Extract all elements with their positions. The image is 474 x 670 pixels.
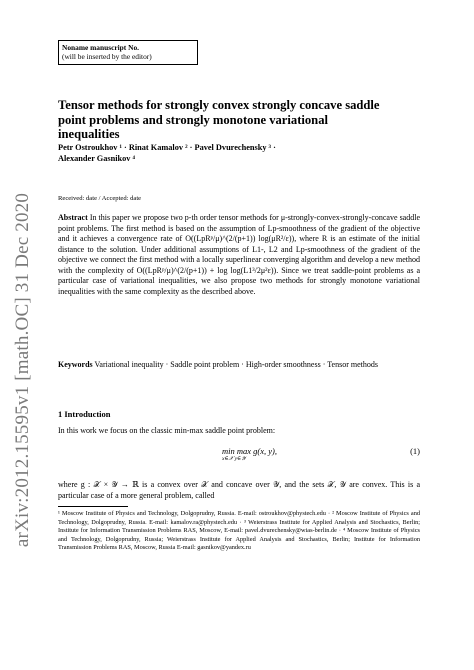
keywords-label: Keywords <box>58 360 93 369</box>
keywords-text: Variational inequality · Saddle point problem · High-order smoothness · Tensor methods <box>94 360 378 369</box>
received-date: Received: date / Accepted: date <box>58 195 142 202</box>
equation-number: (1) <box>410 446 420 456</box>
author-list: Petr Ostroukhov ¹ · Rinat Kamalov ² · Pavel Dvurechensky ³ · Alexander Gasnikov ⁴ <box>58 143 276 163</box>
equation-body: min max g(x, y), <box>222 446 277 456</box>
paper-title: Tensor methods for strongly convex strongly concave saddle point problems and strongly monotone variational inequalities <box>58 98 380 141</box>
manuscript-note: (will be inserted by the editor) <box>62 52 152 61</box>
arxiv-identifier-text: arXiv:2012.15595v1 [math.OC] 31 Dec 2020 <box>12 192 34 548</box>
equation-subscript: x∈𝒳 y∈𝒴 <box>222 456 246 462</box>
keywords <box>58 360 420 371</box>
body-paragraph: where g : 𝒳 × 𝒴 → ℝ is a convex over 𝒳 and concave over 𝒴, and the sets 𝒳, 𝒴 are convex. This is a particular case of a more general problem, called <box>58 480 420 500</box>
footnotes: ¹ Moscow Institute of Physics and Technology, Dolgoprudny, Russia. E-mail: ostroukhov@phystech.edu · ² Moscow Institute of Physics and Technology, Dolgoprudny, Russia. E-mail: kamalov.ra@phystech.edu · ³ Weierstrass Institute for Applied Analysis and Stochastics, Berlin; Institute for Information Transmission Problems RAS, Moscow, E-mail: pavel.dvurechensky@wias-berlin.de · ⁴ Moscow Institute of Physics and Technology, Dolgoprudny, Russia; Weierstrass Institute for Applied Analysis and Stochastics, Berlin; Institute for Information Transmission Problems RAS, Moscow, Russia E-mail: gasnikov@yandex.ru <box>58 510 420 552</box>
manuscript-number: Noname manuscript No. <box>62 43 139 52</box>
manuscript-box <box>58 40 198 65</box>
arxiv-identifier <box>8 165 38 575</box>
equation-1 <box>58 446 420 474</box>
intro-paragraph: In this work we focus on the classic min-max saddle point problem: <box>58 426 276 435</box>
footnote-rule <box>58 506 128 507</box>
abstract-text: In this paper we propose two p-th order tensor methods for μ-strongly-convex-strongly-concave saddle point problems. The first method is based on the assumption of Lp-smoothness of the gradient of the objective and it achieves a convergence rate of O((LpRᵖ/μ)^(2/(p+1)) log(μR²/ε)), where R is an estimate of the initial distance to the solution. Under additional assumptions of L1-, L2 and Lp-smoothness of the gradient of the objective we connect the first method with a locally superlinear converging algorithm and develop a new method with the complexity of O((LpRᵖ/μ)^(2/(p+1)) + log log(L1³/2μ²ε)). Since we treat saddle-point problems as a particular case of variational inequalities, we also propose two methods for strongly monotone variational inequalities with the same complexity as the described above. <box>58 213 421 296</box>
section-title: 1 Introduction <box>58 409 111 419</box>
abstract-label: Abstract <box>58 213 88 222</box>
abstract <box>58 213 420 297</box>
